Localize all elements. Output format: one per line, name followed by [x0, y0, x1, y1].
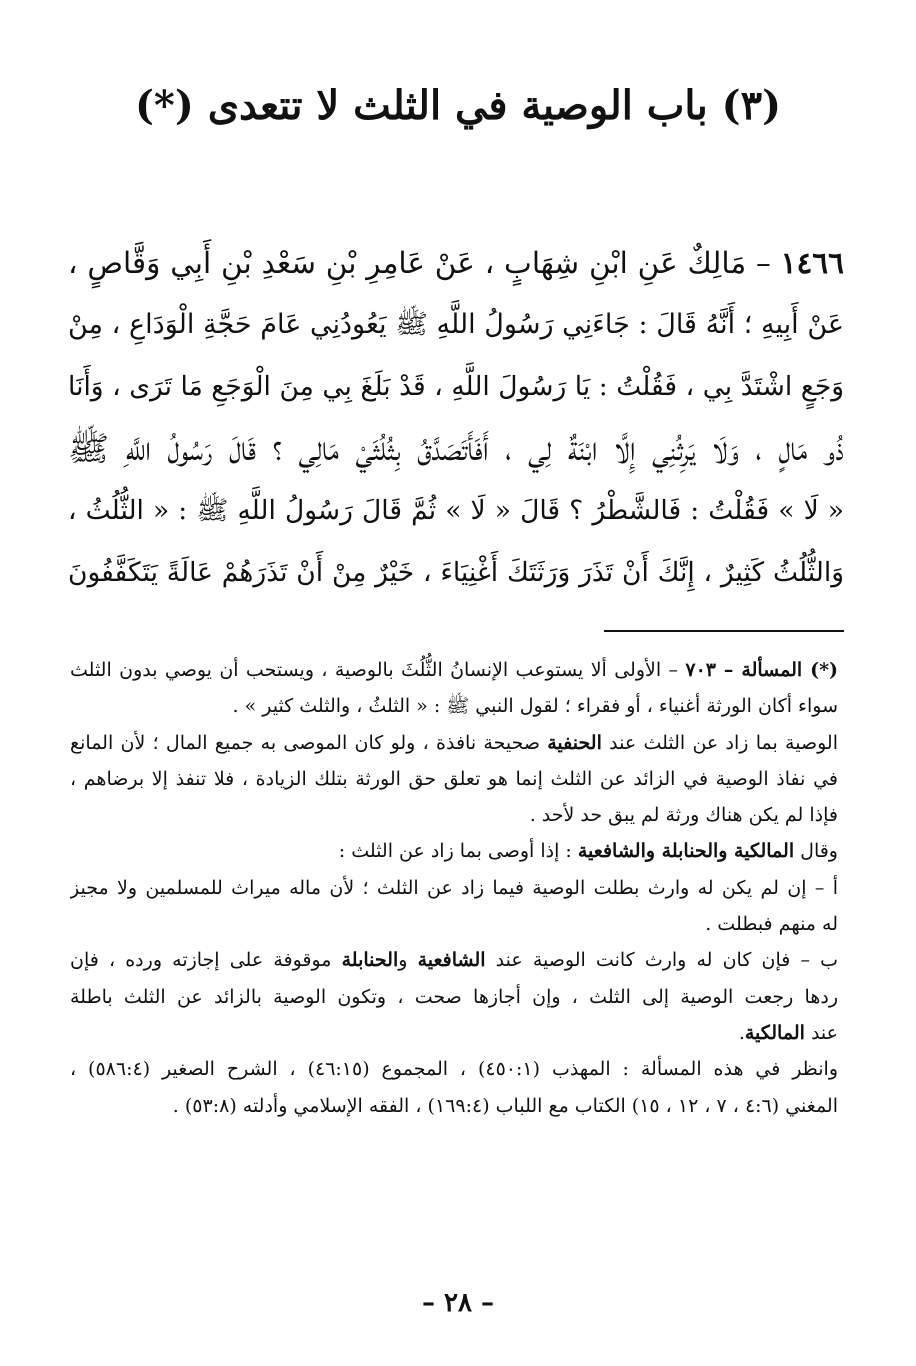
footnote-text: موقوفة على إجازته ورده ، فإن	[70, 949, 342, 972]
footnote	[70, 652, 838, 1124]
page-number: – ٢٨ –	[421, 1288, 495, 1318]
hadith-line: وَجَعٍ اشْتَدَّ بِي ، فَقُلْتُ : يَا رَسُولَ اللَّهِ ، قَدْ بَلَغَ بِي مِنَ الْوَجَعِ مَا تَرَى ، وَأَنَا	[68, 371, 844, 402]
footnote-line	[70, 833, 838, 869]
footnote-line: في نفاذ الوصية في الزائد عن الثلث إنما هو تعلق حق الورثة بتلك الزيادة ، فلا تنفذ إلا برضاهم ،	[70, 767, 838, 790]
hadith-text	[68, 232, 844, 604]
hadith-line: عَنْ أَبِيهِ ؛ أَنَّهُ قَالَ : جَاءَنِي رَسُولُ اللَّهِ ﷺ يَعُودُنِي عَامَ حَجَّةِ الْوَدَاعِ ، مِنْ	[68, 309, 844, 340]
footnote-term: المالكية والحنابلة والشافعية	[577, 840, 795, 863]
footnote-text: وقال	[794, 840, 838, 863]
footnote-line	[70, 942, 838, 978]
footnote-text: الوصية بما زاد عن الثلث عند	[601, 731, 838, 754]
footnote-line: سواء أكان الورثة أغنياء ، أو فقراء ؛ لقول النبي ﷺ : « الثلثُ ، والثلث كثير » .	[232, 695, 838, 718]
hadith-line-text: – مَالِكٌ عَنِ ابْنِ شِهَابٍ ، عَنْ عَامِرِ بْنِ سَعْدِ بْنِ أَبِي وَقَّاصٍ ،	[68, 246, 781, 280]
footnote-line	[70, 1015, 838, 1051]
footnote-text: : إذا أوصى بما زاد عن الثلث :	[338, 840, 578, 863]
footnote-text: عند	[804, 1021, 838, 1044]
footnote-text: – الأولى ألا يستوعب الإنسانُ الثُّلُثَ بالوصية ، ويستحب أن يوصي بدون الثلث	[70, 659, 686, 681]
footnote-term: الحنفية	[547, 731, 602, 754]
footnote-term: الشافعية	[417, 949, 486, 972]
footnote-separator	[604, 630, 844, 632]
footnote-line	[70, 725, 838, 761]
footnote-line	[70, 652, 838, 688]
hadith-line: ذُو مَالٍ ، وَلَا يَرِثُنِي إِلَّا ابْنَةٌ لِي ، أَفَأَتَصَدَّقُ بِثُلُثَيْ مَالِي ؟ قَالَ رَسُولُ اللَّهِ ﷺ	[68, 429, 844, 469]
footnote-term: المالكية	[744, 1021, 805, 1044]
footnote-line: وانظر في هذه المسألة : المهذب (٤٥٠:١) ، المجموع (٤٦:١٥) ، الشرح الصغير (٥٨٦:٤) ،	[70, 1058, 838, 1081]
footnote-text: صحيحة نافذة ، ولو كان الموصى به جميع المال ؛ لأن المانع	[70, 731, 548, 754]
hadith-line	[68, 232, 844, 294]
hadith-number: ١٤٦٦	[780, 245, 844, 280]
chapter-title: (٣) باب الوصية في الثلث لا تتعدى (*)	[135, 82, 781, 129]
footnote-marker: (*) المسألة – ٧٠٣	[685, 659, 838, 681]
footnote-line: له منهم فبطلت .	[705, 913, 838, 936]
footnote-line: أ – إن لم يكن له وارث بطلت الوصية فيما زاد عن الثلث ؛ لأن ماله ميراث للمسلمين ولا مجيز	[70, 876, 838, 899]
footnote-text: .	[738, 1021, 745, 1044]
hadith-line: وَالثُّلُثُ كَثِيرٌ ، إِنَّكَ أَنْ تَذَرَ وَرَثَتَكَ أَغْنِيَاءَ ، خَيْرٌ مِنْ أَنْ تَذَرَهُمْ عَالَةً يَتَكَفَّفُونَ	[68, 557, 844, 588]
footnote-line: فإذا لم يكن هناك ورثة لم يبق حد لأحد .	[529, 804, 838, 827]
hadith-line: « لَا » فَقُلْتُ : فَالشَّطْرُ ؟ قَالَ « لَا » ثُمَّ قَالَ رَسُولُ اللَّهِ ﷺ : « الثُّلُثُ ،	[68, 495, 844, 526]
footnote-line: المغني (٤:٦ ، ٧ ، ١٢ ، ١٥) الكتاب مع اللباب (١٦٩:٤) ، الفقه الإسلامي وأدلته (٥٣:٨) .	[172, 1094, 838, 1117]
footnote-text: و	[398, 949, 418, 972]
footnote-text: ب – فإن كان له وارث كانت الوصية عند	[485, 949, 838, 972]
footnote-line: ردها رجعت الوصية إلى الثلث ، وإن أجازها صحت ، وتكون الوصية بالزائد عن الثلث باطلة	[70, 985, 838, 1008]
footnote-term: الحنابلة	[341, 949, 399, 972]
